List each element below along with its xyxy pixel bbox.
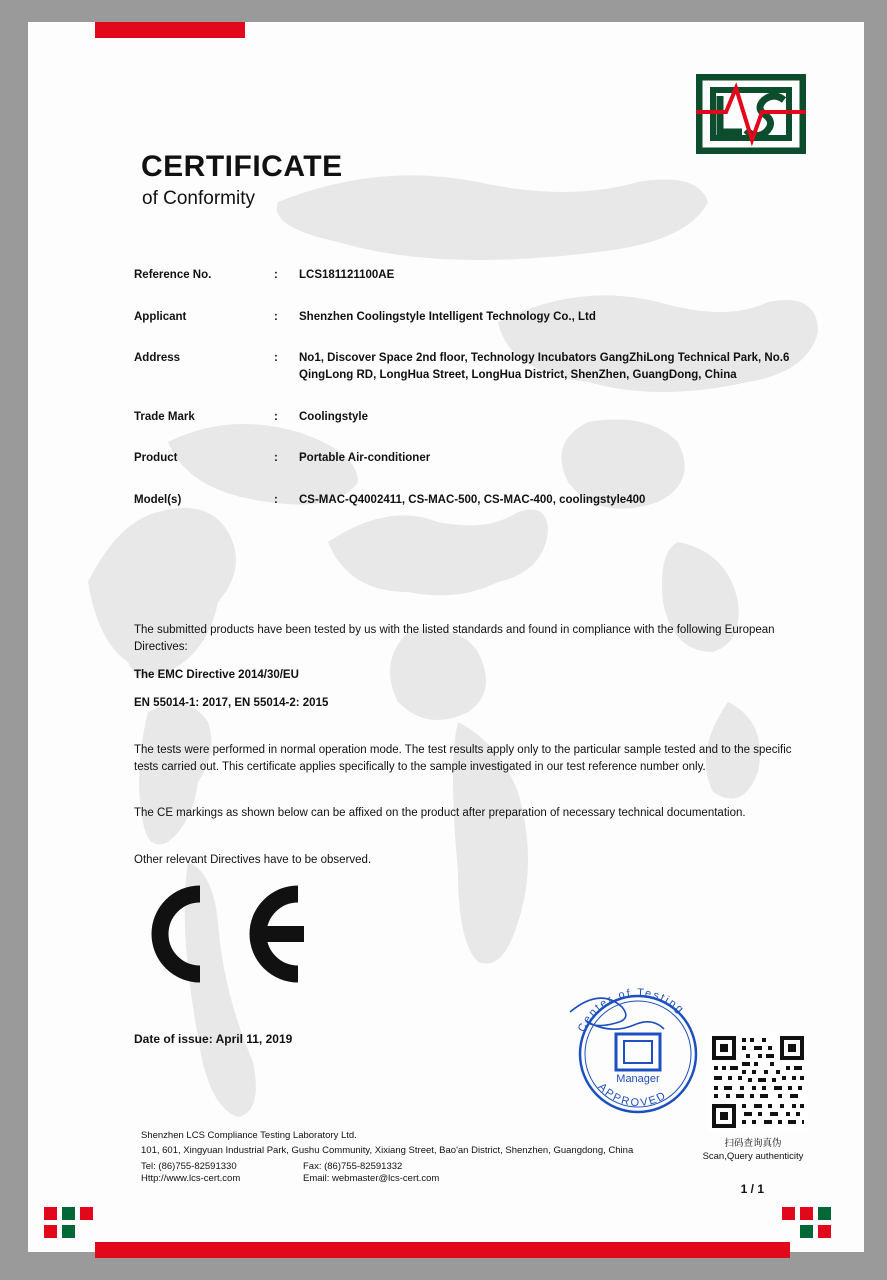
page-subtitle: of Conformity bbox=[142, 188, 255, 209]
field-value: Coolingstyle bbox=[299, 410, 369, 423]
footer-contact bbox=[141, 1161, 633, 1187]
qr-caption bbox=[678, 1137, 828, 1164]
decor-square-9 bbox=[800, 1225, 813, 1238]
field-colon: : bbox=[274, 494, 278, 507]
footer-address: 101, 601, Xingyuan Industrial Park, Gushu Community, Xixiang Street, Bao'an District, Shenzhen, Guangdong, China bbox=[141, 1144, 634, 1156]
ce-marking-icon bbox=[138, 884, 318, 984]
lcs-logo-icon bbox=[696, 74, 806, 154]
page-number: 1 / 1 bbox=[740, 1182, 764, 1196]
field-colon: : bbox=[274, 352, 278, 365]
decor-square-1 bbox=[44, 1207, 57, 1220]
field-trade-mark bbox=[134, 409, 814, 426]
qr-caption-cn: 扫码查询真伪 bbox=[724, 1138, 782, 1149]
footer-website[interactable]: Http://www.lcs-cert.com bbox=[141, 1173, 241, 1185]
field-colon: : bbox=[274, 452, 278, 465]
footer-company: Shenzhen LCS Compliance Testing Laboratory Ltd. bbox=[141, 1130, 357, 1141]
field-label: Model(s) bbox=[134, 494, 182, 507]
paragraph-markings: The CE markings as shown below can be affixed on the product after preparation of necessary technical documentation. bbox=[134, 807, 746, 819]
decor-square-10 bbox=[818, 1225, 831, 1238]
decor-red-bar-bottom bbox=[95, 1242, 790, 1258]
svg-text:Manager: Manager bbox=[616, 1073, 660, 1085]
decor-square-4 bbox=[62, 1225, 75, 1238]
approval-stamp bbox=[558, 972, 718, 1117]
field-value: Shenzhen Coolingstyle Intelligent Technology Co., Ltd bbox=[299, 310, 596, 323]
svg-text:Center of Testing: Center of Testing bbox=[575, 986, 687, 1034]
certificate-content bbox=[28, 22, 864, 1252]
qr-code bbox=[708, 1032, 808, 1132]
field-value: Portable Air-conditioner bbox=[299, 452, 431, 465]
field-value: CS-MAC-Q4002411, CS-MAC-500, CS-MAC-400, coolingstyle400 bbox=[299, 494, 646, 507]
field-applicant bbox=[134, 309, 814, 326]
page-title: CERTIFICATE bbox=[141, 150, 343, 183]
field-reference-no bbox=[134, 267, 814, 284]
date-of-issue: Date of issue: April 11, 2019 bbox=[134, 1032, 293, 1046]
paragraph-intro: The submitted products have been tested by us with the listed standards and found in compliance with the following European Directives: bbox=[134, 624, 775, 653]
field-address bbox=[134, 350, 814, 383]
field-colon: : bbox=[274, 410, 278, 423]
decor-square-6 bbox=[782, 1207, 795, 1220]
footer-tel: Tel: (86)755-82591330 bbox=[141, 1160, 237, 1172]
field-label: Applicant bbox=[134, 310, 187, 323]
field-colon: : bbox=[274, 310, 278, 323]
footer-email[interactable]: Email: webmaster@lcs-cert.com bbox=[303, 1173, 440, 1185]
field-label: Product bbox=[134, 452, 178, 465]
field-label: Reference No. bbox=[134, 269, 212, 281]
field-models bbox=[134, 492, 814, 509]
decor-red-bar-top bbox=[95, 22, 245, 38]
field-value: LCS181121100AE bbox=[299, 269, 395, 281]
svg-text:APPROVED: APPROVED bbox=[595, 1080, 670, 1110]
paragraph-other-directives: Other relevant Directives have to be observed. bbox=[134, 854, 372, 866]
paragraph-tests: The tests were performed in normal operation mode. The test results apply only to the particular sample tested and to the specific tests carried out. This certificate applies specifically to the sample investigated in our test reference number only. bbox=[134, 744, 792, 773]
paragraph-directive: The EMC Directive 2014/30/EU bbox=[134, 669, 299, 681]
footer-block bbox=[141, 1130, 633, 1186]
paragraph-standards: EN 55014-1: 2017, EN 55014-2: 2015 bbox=[134, 697, 329, 709]
field-value: No1, Discover Space 2nd floor, Technology Incubators GangZhiLong Technical Park, No.6 QingLong RD, LongHua Street, LongHua District, ShenZhen, GuangDong, China bbox=[299, 352, 790, 382]
footer-fax: Fax: (86)755-82591332 bbox=[303, 1160, 403, 1172]
decor-square-8 bbox=[818, 1207, 831, 1220]
certificate-sheet bbox=[28, 22, 864, 1252]
certificate-fields bbox=[134, 267, 814, 534]
decor-square-3 bbox=[80, 1207, 93, 1220]
qr-caption-en: Scan,Query authenticity bbox=[702, 1151, 804, 1163]
decor-square-7 bbox=[800, 1207, 813, 1220]
decor-square-5 bbox=[44, 1225, 57, 1238]
field-product bbox=[134, 450, 814, 467]
field-label: Address bbox=[134, 352, 181, 365]
decor-square-2 bbox=[62, 1207, 75, 1220]
field-colon: : bbox=[274, 269, 278, 281]
field-label: Trade Mark bbox=[134, 410, 195, 423]
